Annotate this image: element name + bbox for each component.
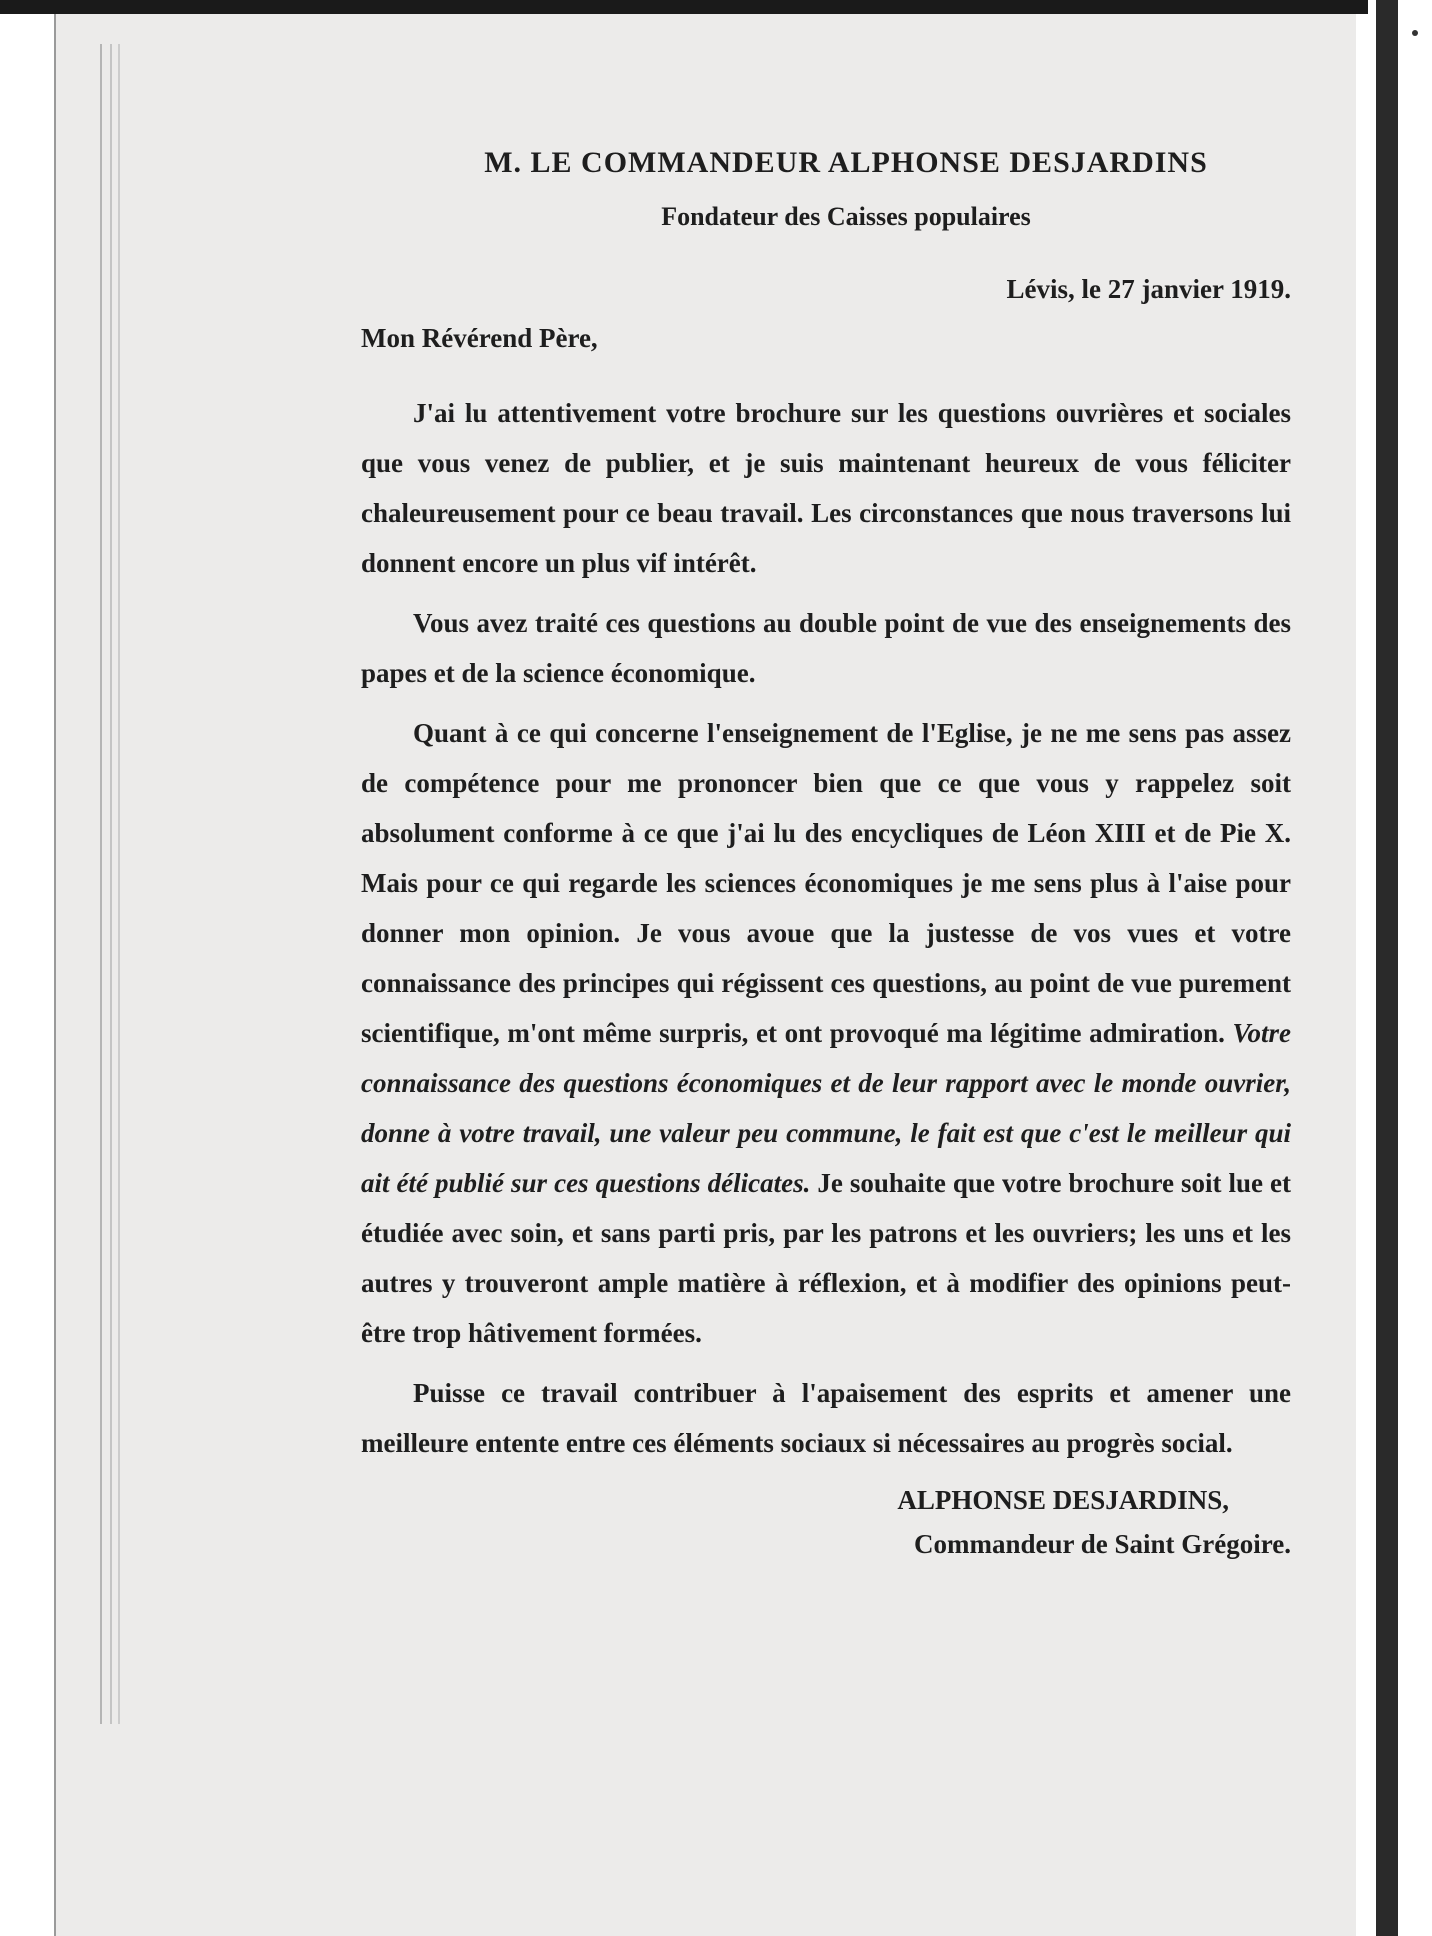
paragraph-2: Vous avez traité ces questions au double point de vue des enseignements des papes et de la science économique. bbox=[361, 608, 1291, 688]
letter-title: M. LE COMMANDEUR ALPHONSE DESJARDINS bbox=[484, 146, 1208, 179]
paragraph-3 bbox=[361, 708, 1291, 1358]
paragraph-3-start: Quant à ce qui concerne l'enseignement de l'Eglise, je ne me sens pas assez de compétence pour me prononcer bien que ce que vous y rappelez soit absolument conforme à ce que j'ai lu des encycliques de Léon XIII et de Pie X. Mais pour ce qui regarde les sciences économiques je me sens plus à l'aise pour donner mon opinion. Je vous avoue que la justesse de vos vues et votre connaissance des principes qui régissent ces questions, au point de vue purement scientifique, m'ont même surpris, et ont provoqué ma légitime admiration. bbox=[361, 718, 1291, 1048]
signature-name: ALPHONSE DESJARDINS, bbox=[897, 1485, 1229, 1515]
paragraph-3-italic: Votre connaissance des questions économiques et de leur rapport avec le monde ouvrier, donne à votre travail, une valeur peu commune, le fait est que c'est le meilleur qui ait été publié sur ces questions délicates. bbox=[361, 1018, 1291, 1198]
date-line: Lévis, le 27 janvier 1919. bbox=[1006, 274, 1291, 304]
letter-subtitle: Fondateur des Caisses populaires bbox=[661, 202, 1031, 231]
scan-border-top bbox=[0, 0, 1432, 14]
salutation: Mon Révérend Père, bbox=[361, 323, 598, 353]
scan-speck bbox=[1412, 30, 1418, 36]
scan-edge-bar bbox=[1376, 0, 1398, 1936]
document-page bbox=[54, 14, 1356, 1936]
page-stack-edges bbox=[100, 44, 132, 1724]
signature-block bbox=[361, 1478, 1291, 1566]
paragraph-1: J'ai lu attentivement votre brochure sur les questions ouvrières et sociales que vous venez de publier, et je suis maintenant heureux de vous féliciter chaleureusement pour ce beau travail. Les circonstances que nous traversons lui donnent encore un plus vif intérêt. bbox=[361, 398, 1291, 578]
paragraph-4: Puisse ce travail contribuer à l'apaisement des esprits et amener une meilleure entente entre ces éléments sociaux si nécessaires au progrès social. bbox=[361, 1378, 1291, 1458]
letter-body bbox=[361, 388, 1291, 1468]
letter-content bbox=[361, 146, 1291, 1566]
scan-border-right bbox=[1368, 0, 1432, 1936]
paragraph-3-end: Je souhaite que votre brochure soit lue et étudiée avec soin, et sans parti pris, par les patrons et les ouvriers; les uns et les autres y trouveront ample matière à réflexion, et à modifier des opinions peut-être trop hâtivement formées. bbox=[361, 1168, 1291, 1348]
signature-role: Commandeur de Saint Grégoire. bbox=[914, 1529, 1291, 1559]
